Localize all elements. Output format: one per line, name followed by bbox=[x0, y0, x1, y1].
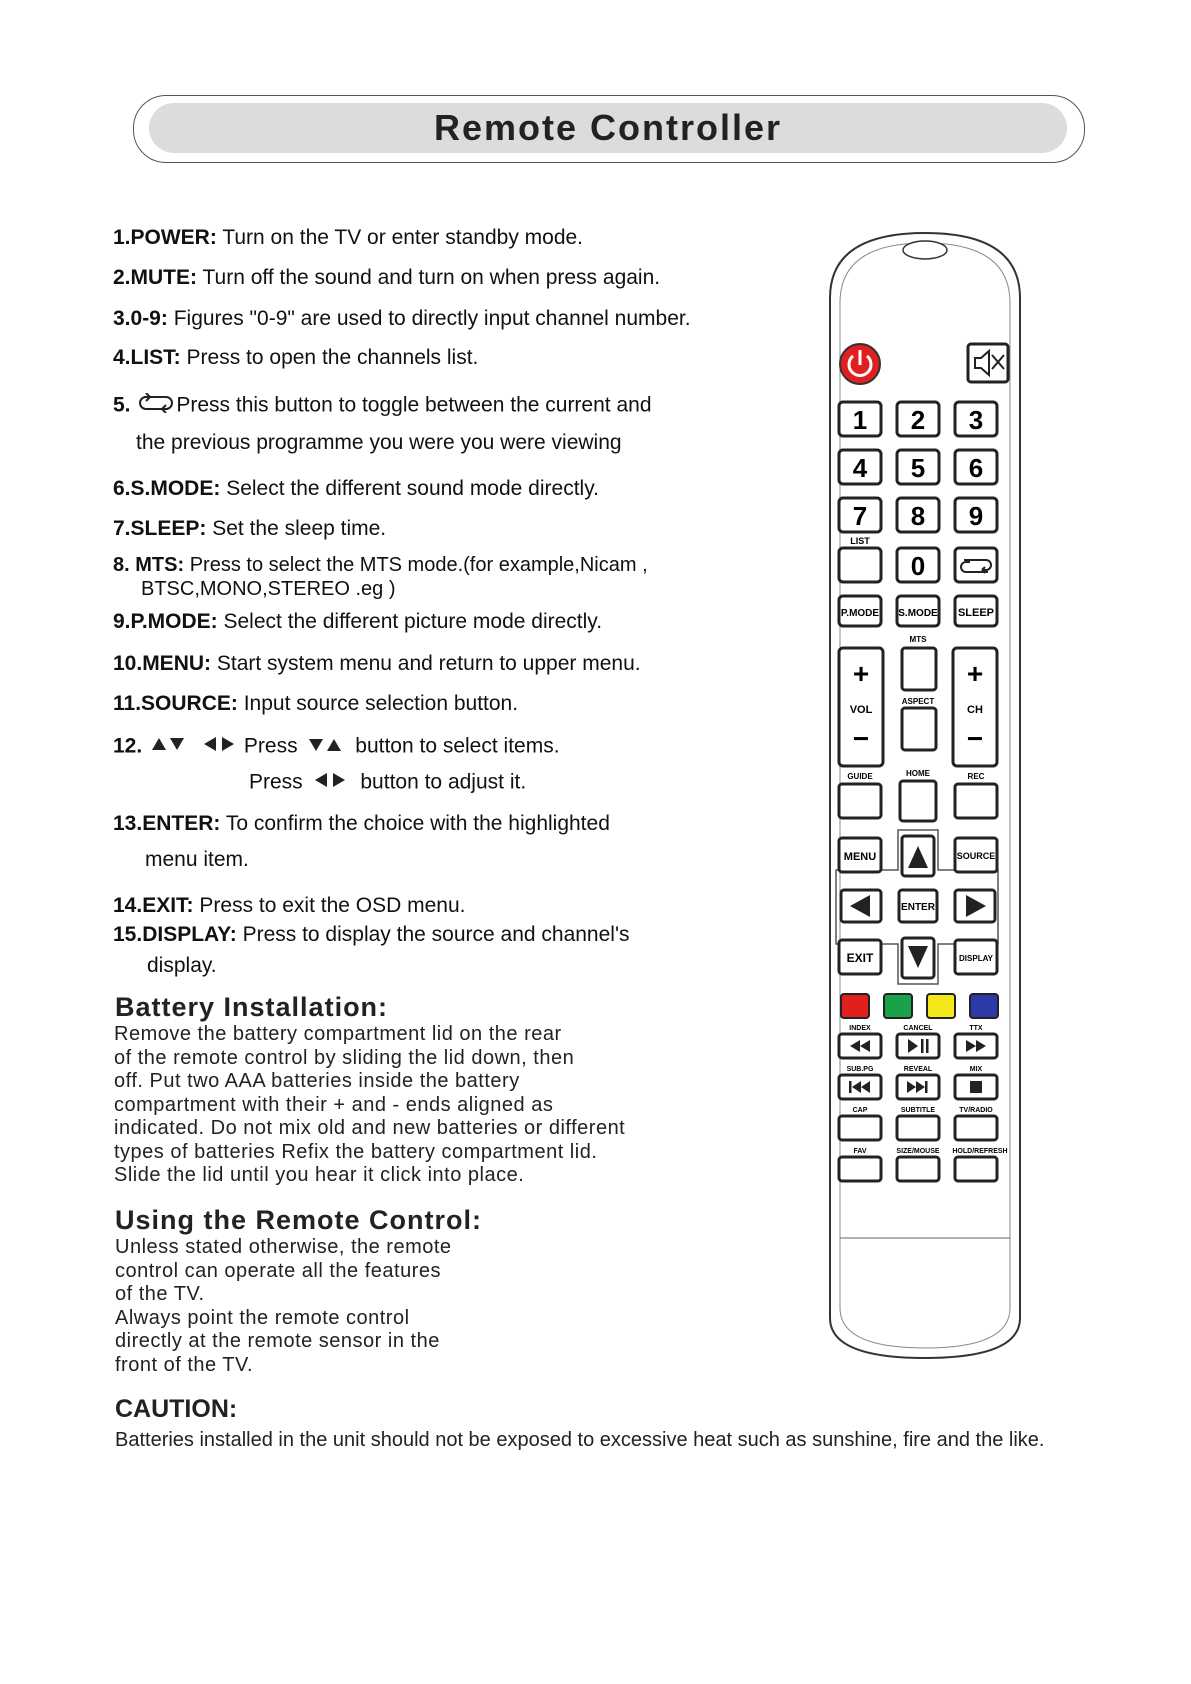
item-display-cont: display. bbox=[147, 954, 217, 977]
reveal-label: REVEAL bbox=[903, 1066, 933, 1073]
digit-button-9[interactable] bbox=[955, 498, 997, 532]
up-down-arrows-icon bbox=[303, 734, 349, 760]
item-key: 10.MENU: bbox=[113, 652, 212, 675]
item-text: Press to select the MTS mode.(for example,Nicam , bbox=[189, 554, 648, 576]
item-key: 9.P.MODE: bbox=[113, 610, 218, 633]
using-line: of the TV. bbox=[115, 1283, 205, 1305]
item-key: 1.POWER: bbox=[113, 226, 217, 249]
pmode-button[interactable] bbox=[839, 596, 881, 626]
digit-button-2[interactable] bbox=[897, 402, 939, 436]
item-key: 8. bbox=[113, 554, 130, 576]
battery-title: Battery Installation: bbox=[115, 992, 389, 1022]
item-key: 14.EXIT: bbox=[113, 894, 194, 917]
battery-line: Slide the lid until you hear it click into place. bbox=[114, 1164, 525, 1186]
display-label: DISPLAY bbox=[959, 954, 993, 963]
right-button[interactable] bbox=[955, 890, 995, 922]
item-exit bbox=[113, 894, 466, 918]
guide-label: GUIDE bbox=[847, 772, 873, 781]
item-key: 3.0-9: bbox=[113, 307, 168, 330]
item-text: button to select items. bbox=[355, 734, 560, 758]
rec-label: REC bbox=[967, 772, 985, 781]
digit-label: 1 bbox=[852, 405, 868, 435]
enter-button[interactable] bbox=[899, 890, 937, 922]
smode-button[interactable] bbox=[897, 596, 939, 626]
left-button[interactable] bbox=[841, 890, 881, 922]
subtitle-button[interactable] bbox=[897, 1116, 939, 1140]
left-right-arrows-icon bbox=[309, 770, 355, 796]
red-button[interactable] bbox=[841, 994, 869, 1018]
using-paragraph bbox=[115, 1236, 452, 1377]
tvradio-label: TV/RADIO bbox=[959, 1107, 993, 1114]
sizemouse-label: SIZE/MOUSE bbox=[896, 1148, 940, 1155]
item-text: Select the different sound mode directly. bbox=[226, 477, 599, 500]
sleep-button[interactable] bbox=[955, 596, 997, 626]
item-text: Set the sleep time. bbox=[212, 517, 387, 540]
item-mts bbox=[113, 554, 648, 577]
item-text: Turn off the sound and turn on when press again. bbox=[202, 266, 661, 289]
item-key: 15.DISPLAY: bbox=[113, 923, 237, 946]
item-text: Press to exit the OSD menu. bbox=[199, 894, 466, 917]
battery-line: indicated. Do not mix old and new batteries or different bbox=[114, 1117, 626, 1139]
item-source bbox=[113, 692, 518, 716]
page-title: Remote Controller bbox=[149, 103, 1067, 153]
digit-label: 6 bbox=[968, 453, 984, 483]
holdrefresh-label: HOLD/REFRESH bbox=[952, 1148, 1008, 1155]
recall-button[interactable] bbox=[955, 548, 997, 582]
source-label: SOURCE bbox=[956, 851, 996, 861]
menu-button[interactable] bbox=[839, 838, 881, 872]
item-key: 4.LIST: bbox=[113, 346, 181, 369]
index-label: INDEX bbox=[849, 1025, 871, 1032]
green-button[interactable] bbox=[884, 994, 912, 1018]
item-smode bbox=[113, 477, 599, 501]
blue-button[interactable] bbox=[970, 994, 998, 1018]
tvradio-button[interactable] bbox=[955, 1116, 997, 1140]
home-label: HOME bbox=[906, 769, 930, 778]
vol-up-label: + bbox=[852, 658, 870, 689]
item-pmode bbox=[113, 610, 602, 634]
display-button[interactable] bbox=[955, 940, 997, 974]
digit-button-8[interactable] bbox=[897, 498, 939, 532]
using-line: front of the TV. bbox=[115, 1353, 254, 1376]
cap-label: CAP bbox=[852, 1107, 868, 1114]
battery-paragraph bbox=[114, 1023, 625, 1188]
item-text: Figures "0-9" are used to directly input channel number. bbox=[173, 307, 691, 330]
using-line: control can operate all the features bbox=[115, 1259, 441, 1282]
digit-button-6[interactable] bbox=[955, 450, 997, 484]
ir-window bbox=[903, 241, 947, 259]
digit-button-0[interactable] bbox=[897, 548, 939, 582]
exit-button[interactable] bbox=[839, 940, 881, 974]
item-list bbox=[113, 346, 478, 370]
caution-text: Batteries installed in the unit should not be exposed to excessive heat such as sunshine, fire and the like. bbox=[115, 1429, 1045, 1451]
item-text: button to adjust it. bbox=[360, 770, 527, 794]
menu-label: MENU bbox=[843, 851, 877, 863]
up-button[interactable] bbox=[902, 836, 934, 876]
item-key: 6.S.MODE: bbox=[113, 477, 221, 500]
item-key: 2.MUTE: bbox=[113, 266, 197, 289]
ch-up-label: + bbox=[966, 658, 984, 689]
item-display bbox=[113, 923, 629, 947]
previous-button[interactable] bbox=[839, 1075, 881, 1099]
item-key: MTS: bbox=[135, 554, 185, 576]
item-recall-cont: the previous programme you were you were viewing bbox=[136, 431, 622, 454]
arrow-keys-icon bbox=[148, 734, 238, 760]
cancel-label: CANCEL bbox=[903, 1025, 933, 1032]
pmode-label: P.MODE bbox=[840, 608, 880, 619]
channel-rocker[interactable] bbox=[953, 648, 997, 766]
item-enter bbox=[113, 812, 610, 836]
item-key: 13.ENTER: bbox=[113, 812, 221, 835]
digit-button-5[interactable] bbox=[897, 450, 939, 484]
ch-down-label: − bbox=[966, 723, 984, 754]
ttx-label: TTX bbox=[969, 1025, 983, 1032]
vol-label: VOL bbox=[849, 704, 873, 716]
using-line: directly at the remote sensor in the bbox=[115, 1330, 440, 1352]
fav-button[interactable] bbox=[839, 1157, 881, 1181]
enter-label: ENTER bbox=[901, 902, 935, 913]
using-line: Unless stated otherwise, the remote bbox=[115, 1236, 452, 1258]
next-button[interactable] bbox=[897, 1075, 939, 1099]
item-text: Input source selection button. bbox=[243, 692, 519, 715]
item-key: 11.SOURCE: bbox=[113, 692, 238, 715]
digit-label: 9 bbox=[968, 501, 984, 531]
volume-rocker[interactable] bbox=[839, 648, 883, 766]
mts-label: MTS bbox=[909, 635, 927, 644]
battery-line: of the remote control by sliding the lid down, then bbox=[114, 1046, 575, 1069]
holdrefresh-button[interactable] bbox=[955, 1157, 997, 1181]
battery-line: off. Put two AAA batteries inside the battery bbox=[114, 1070, 520, 1092]
list-label: LIST bbox=[850, 536, 870, 546]
digit-label: 0 bbox=[910, 551, 926, 581]
home-button[interactable] bbox=[900, 781, 936, 821]
battery-line: Remove the battery compartment lid on the rear bbox=[114, 1023, 562, 1045]
item-text: Press bbox=[249, 770, 303, 794]
digit-label: 4 bbox=[852, 453, 868, 483]
digit-button-7[interactable] bbox=[839, 498, 881, 532]
list-button[interactable] bbox=[839, 548, 881, 582]
digit-button-4[interactable] bbox=[839, 450, 881, 484]
cap-button[interactable] bbox=[839, 1116, 881, 1140]
item-power bbox=[113, 226, 583, 250]
item-key: 12. bbox=[113, 734, 143, 758]
digit-label: 8 bbox=[910, 501, 926, 531]
vol-down-label: − bbox=[852, 723, 870, 754]
caution-title: CAUTION: bbox=[115, 1395, 238, 1423]
battery-line: compartment with their + and - ends aligned as bbox=[114, 1093, 554, 1116]
digit-label: 3 bbox=[968, 405, 984, 435]
item-text: Turn on the TV or enter standby mode. bbox=[222, 226, 584, 249]
digit-label: 2 bbox=[910, 405, 926, 435]
fav-label: FAV bbox=[853, 1148, 867, 1155]
item-mute bbox=[113, 266, 660, 290]
remote-illustration bbox=[800, 228, 1050, 1363]
sleep-label: SLEEP bbox=[957, 607, 995, 619]
rec-button[interactable] bbox=[955, 784, 997, 818]
using-title: Using the Remote Control: bbox=[115, 1205, 482, 1235]
item-text: Select the different picture mode directly. bbox=[223, 610, 603, 633]
item-text: Start system menu and return to upper menu. bbox=[216, 652, 641, 675]
item-text: Press to display the source and channel's bbox=[242, 923, 630, 946]
aspect-button[interactable] bbox=[902, 708, 936, 750]
subpg-label: SUB.PG bbox=[846, 1066, 874, 1073]
source-button[interactable] bbox=[955, 838, 997, 872]
item-sleep bbox=[113, 517, 386, 541]
sizemouse-button[interactable] bbox=[897, 1157, 939, 1181]
item-text: Press bbox=[243, 734, 298, 758]
fast-forward-button[interactable] bbox=[955, 1034, 997, 1058]
rewind-button[interactable] bbox=[839, 1034, 881, 1058]
down-button[interactable] bbox=[902, 938, 934, 978]
item-text: To confirm the choice with the highlighted bbox=[225, 812, 610, 835]
item-enter-cont: menu item. bbox=[145, 848, 249, 871]
guide-button[interactable] bbox=[839, 784, 881, 818]
item-arrows-cont bbox=[249, 770, 526, 796]
item-text: Press to open the channels list. bbox=[186, 346, 479, 369]
digit-button-3[interactable] bbox=[955, 402, 997, 436]
item-key: 5. bbox=[113, 393, 131, 417]
digit-label: 7 bbox=[852, 501, 868, 531]
item-recall bbox=[113, 393, 652, 419]
mix-label: MIX bbox=[969, 1066, 983, 1073]
item-digits bbox=[113, 307, 691, 331]
stop-button[interactable] bbox=[955, 1075, 997, 1099]
digit-button-1[interactable] bbox=[839, 402, 881, 436]
stop-icon bbox=[970, 1081, 982, 1093]
recall-icon bbox=[136, 393, 176, 419]
aspect-label: ASPECT bbox=[901, 697, 935, 706]
item-text: Press this button to toggle between the current and bbox=[176, 393, 652, 417]
subtitle-label: SUBTITLE bbox=[900, 1107, 936, 1114]
item-key: 7.SLEEP: bbox=[113, 517, 207, 540]
mts-button[interactable] bbox=[902, 648, 936, 690]
battery-line: types of batteries Refix the battery compartment lid. bbox=[114, 1140, 598, 1163]
exit-label: EXIT bbox=[846, 951, 874, 965]
item-mts-cont: BTSC,MONO,STEREO .eg ) bbox=[141, 578, 396, 600]
smode-label: S.MODE bbox=[898, 608, 938, 619]
item-menu bbox=[113, 652, 641, 676]
play-pause-button[interactable] bbox=[897, 1034, 939, 1058]
using-line: Always point the remote control bbox=[115, 1306, 410, 1329]
yellow-button[interactable] bbox=[927, 994, 955, 1018]
digit-label: 5 bbox=[910, 453, 926, 483]
ch-label: CH bbox=[967, 704, 983, 716]
item-arrows bbox=[113, 734, 560, 760]
